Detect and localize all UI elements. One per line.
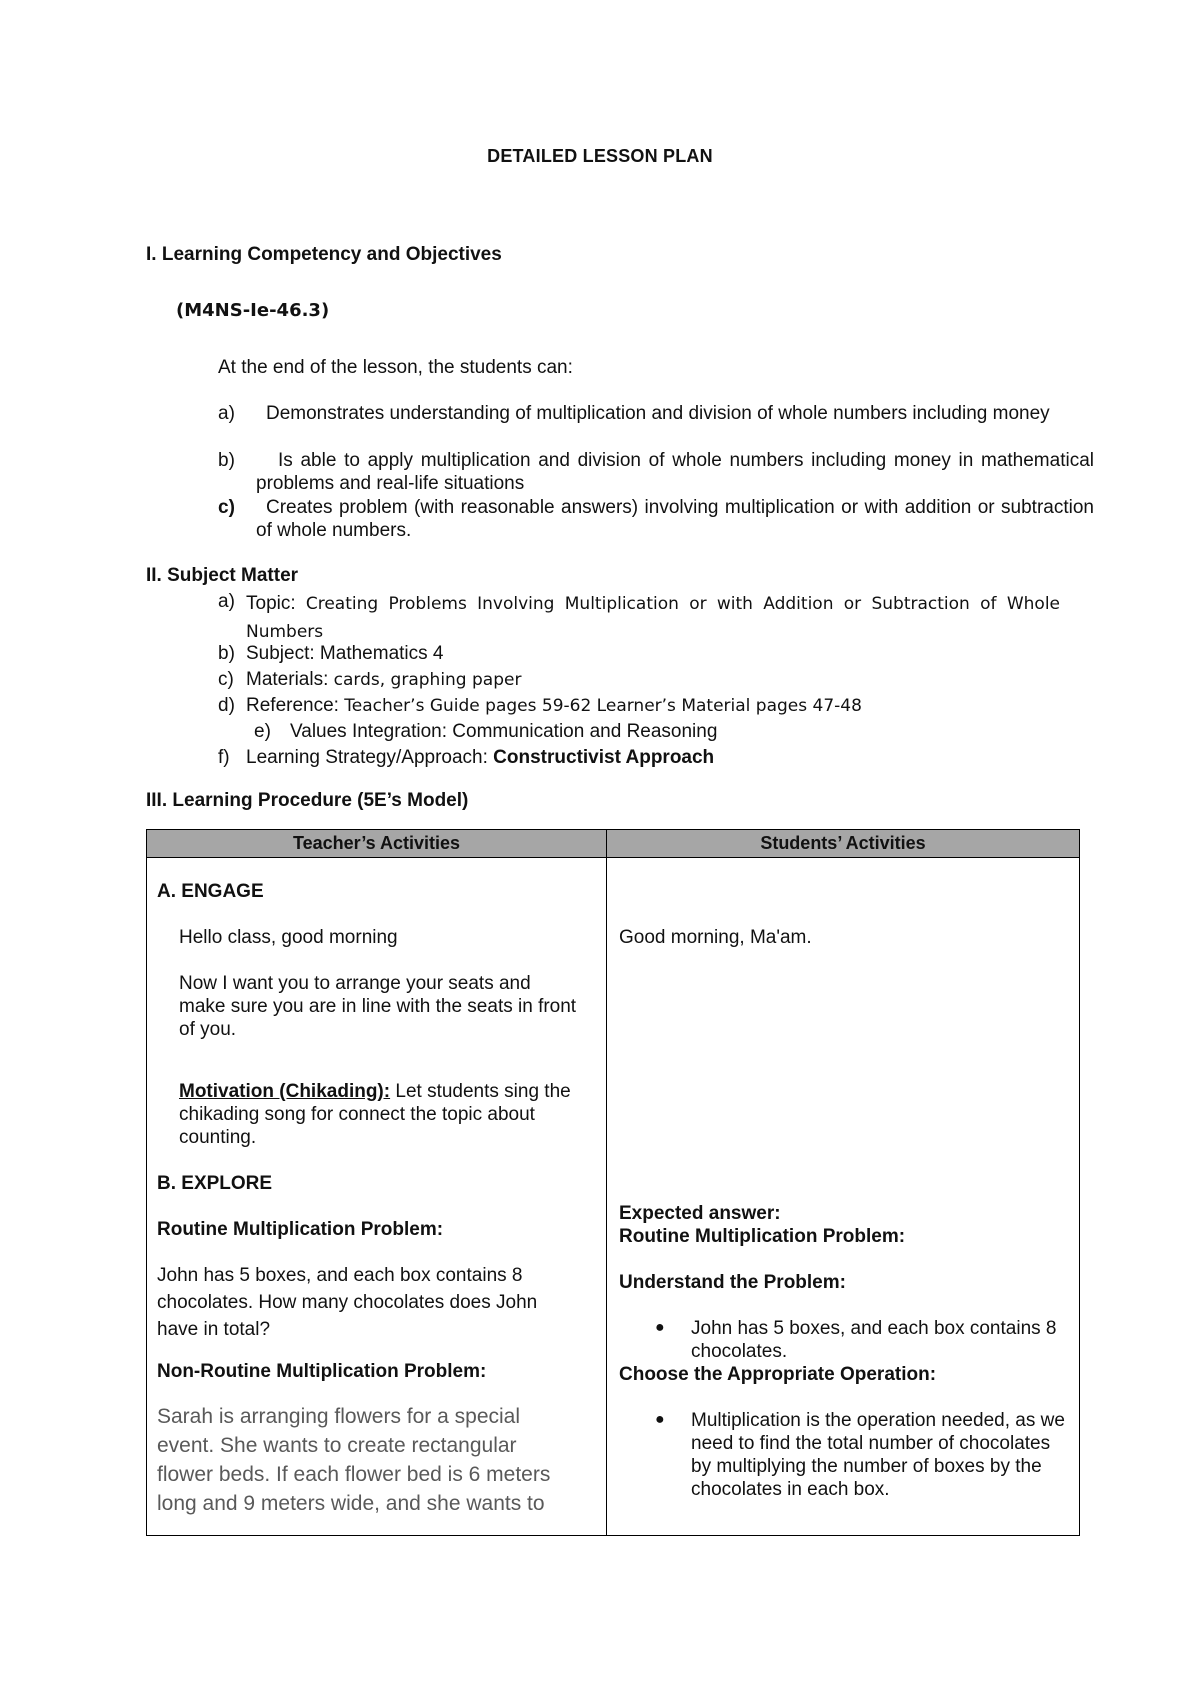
teacher-activities-header: Teacher’s Activities [147,830,607,858]
subject-materials [246,668,521,692]
subject-topic-label: Topic: [246,593,306,614]
nonroutine-problem-text: Sarah is arranging flowers for a special event. She wants to create rectangular flower beds. If each flower bed is 6 meters long and 9 meters wide, and she wants to [157,1405,551,1515]
subject-marker-f: f) [218,747,230,768]
subject-marker-c: c) [218,669,234,690]
choose-operation-label: Choose the Appropriate Operation: [619,1364,937,1385]
section-1-heading: I. Learning Competency and Objectives [146,244,502,265]
page-title: DETAILED LESSON PLAN [487,146,713,166]
table-row [147,858,1080,1536]
motivation-label: Motivation (Chikading): [179,1081,391,1102]
understand-problem-label: Understand the Problem: [619,1272,846,1293]
teacher-greeting: Hello class, good morning [179,927,398,948]
operation-bullet-text: Multiplication is the operation needed, as we need to find the total number of chocolates by multiplying the number of boxes by the chocolates in each box. [691,1410,1065,1500]
subject-strategy-label: Learning Strategy/Approach: [246,747,494,768]
objectives-intro: At the end of the lesson, the students can: [218,357,573,378]
bullet-dot-icon: ● [655,1411,665,1428]
objective-marker-b: b) [218,450,235,471]
arrange-seats-text: Now I want you to arrange your seats and make sure you are in line with the seats in front of you. [179,973,577,1040]
explore-heading: B. EXPLORE [157,1173,273,1194]
bullet-dot-icon: ● [655,1319,665,1336]
subject-reference-label: Reference: [246,695,345,716]
subject-subject: Subject: Mathematics 4 [246,643,444,664]
section-2-heading: II. Subject Matter [146,565,299,586]
teacher-cell [147,858,607,1536]
objective-c: Creates problem (with reasonable answers) involving multiplication or with addition or subtraction of whole numbers. [256,497,1094,541]
subject-topic [246,590,1060,646]
objective-b: Is able to apply multiplication and division of whole numbers including money in mathematical problems and real-life situations [256,450,1094,494]
students-routine-heading: Routine Multiplication Problem: [619,1226,906,1247]
students-activities-header: Students’ Activities [607,830,1080,858]
subject-reference [246,694,862,718]
subject-materials-value: cards, graphing paper [333,670,522,690]
understand-bullet-text: John has 5 boxes, and each box contains 8 chocolates. [691,1318,1057,1362]
objective-marker-a: a) [218,403,235,424]
motivation-text [179,1080,599,1149]
routine-heading: Routine Multiplication Problem: [157,1219,444,1240]
subject-topic-value: Creating Problems Involving Multiplication or with Addition or Subtraction of Whole Numbers [246,594,1060,642]
objective-a: Demonstrates understanding of multiplication and division of whole numbers including money [266,403,1050,424]
students-cell [607,858,1080,1536]
nonroutine-heading: Non-Routine Multiplication Problem: [157,1361,487,1382]
objective-marker-c: c) [218,497,235,518]
competency-code: (M4NS-Ie-46.3) [176,300,330,321]
engage-heading: A. ENGAGE [157,881,264,902]
subject-strategy [246,746,714,769]
learning-procedure-table [146,829,1080,1536]
subject-marker-d: d) [218,695,235,716]
subject-marker-e: e) [254,721,271,742]
subject-materials-label: Materials: [246,669,334,690]
expected-answer-label: Expected answer: [619,1203,781,1224]
routine-problem-text: John has 5 boxes, and each box contains 8 chocolates. How many chocolates does John have in total? [157,1265,538,1340]
subject-marker-a: a) [218,591,235,612]
subject-strategy-value: Constructivist Approach [493,747,715,768]
subject-marker-b: b) [218,643,235,664]
table-header-row [147,830,1080,858]
subject-values: Values Integration: Communication and Reasoning [290,721,718,742]
section-3-heading: III. Learning Procedure (5E’s Model) [146,790,469,811]
subject-reference-value: Teacher’s Guide pages 59-62 Learner’s Material pages 47-48 [344,696,862,716]
motivation-description: Let students sing the chikading song for connect the topic about counting. [179,1081,571,1148]
students-greeting-reply: Good morning, Ma'am. [619,927,812,948]
